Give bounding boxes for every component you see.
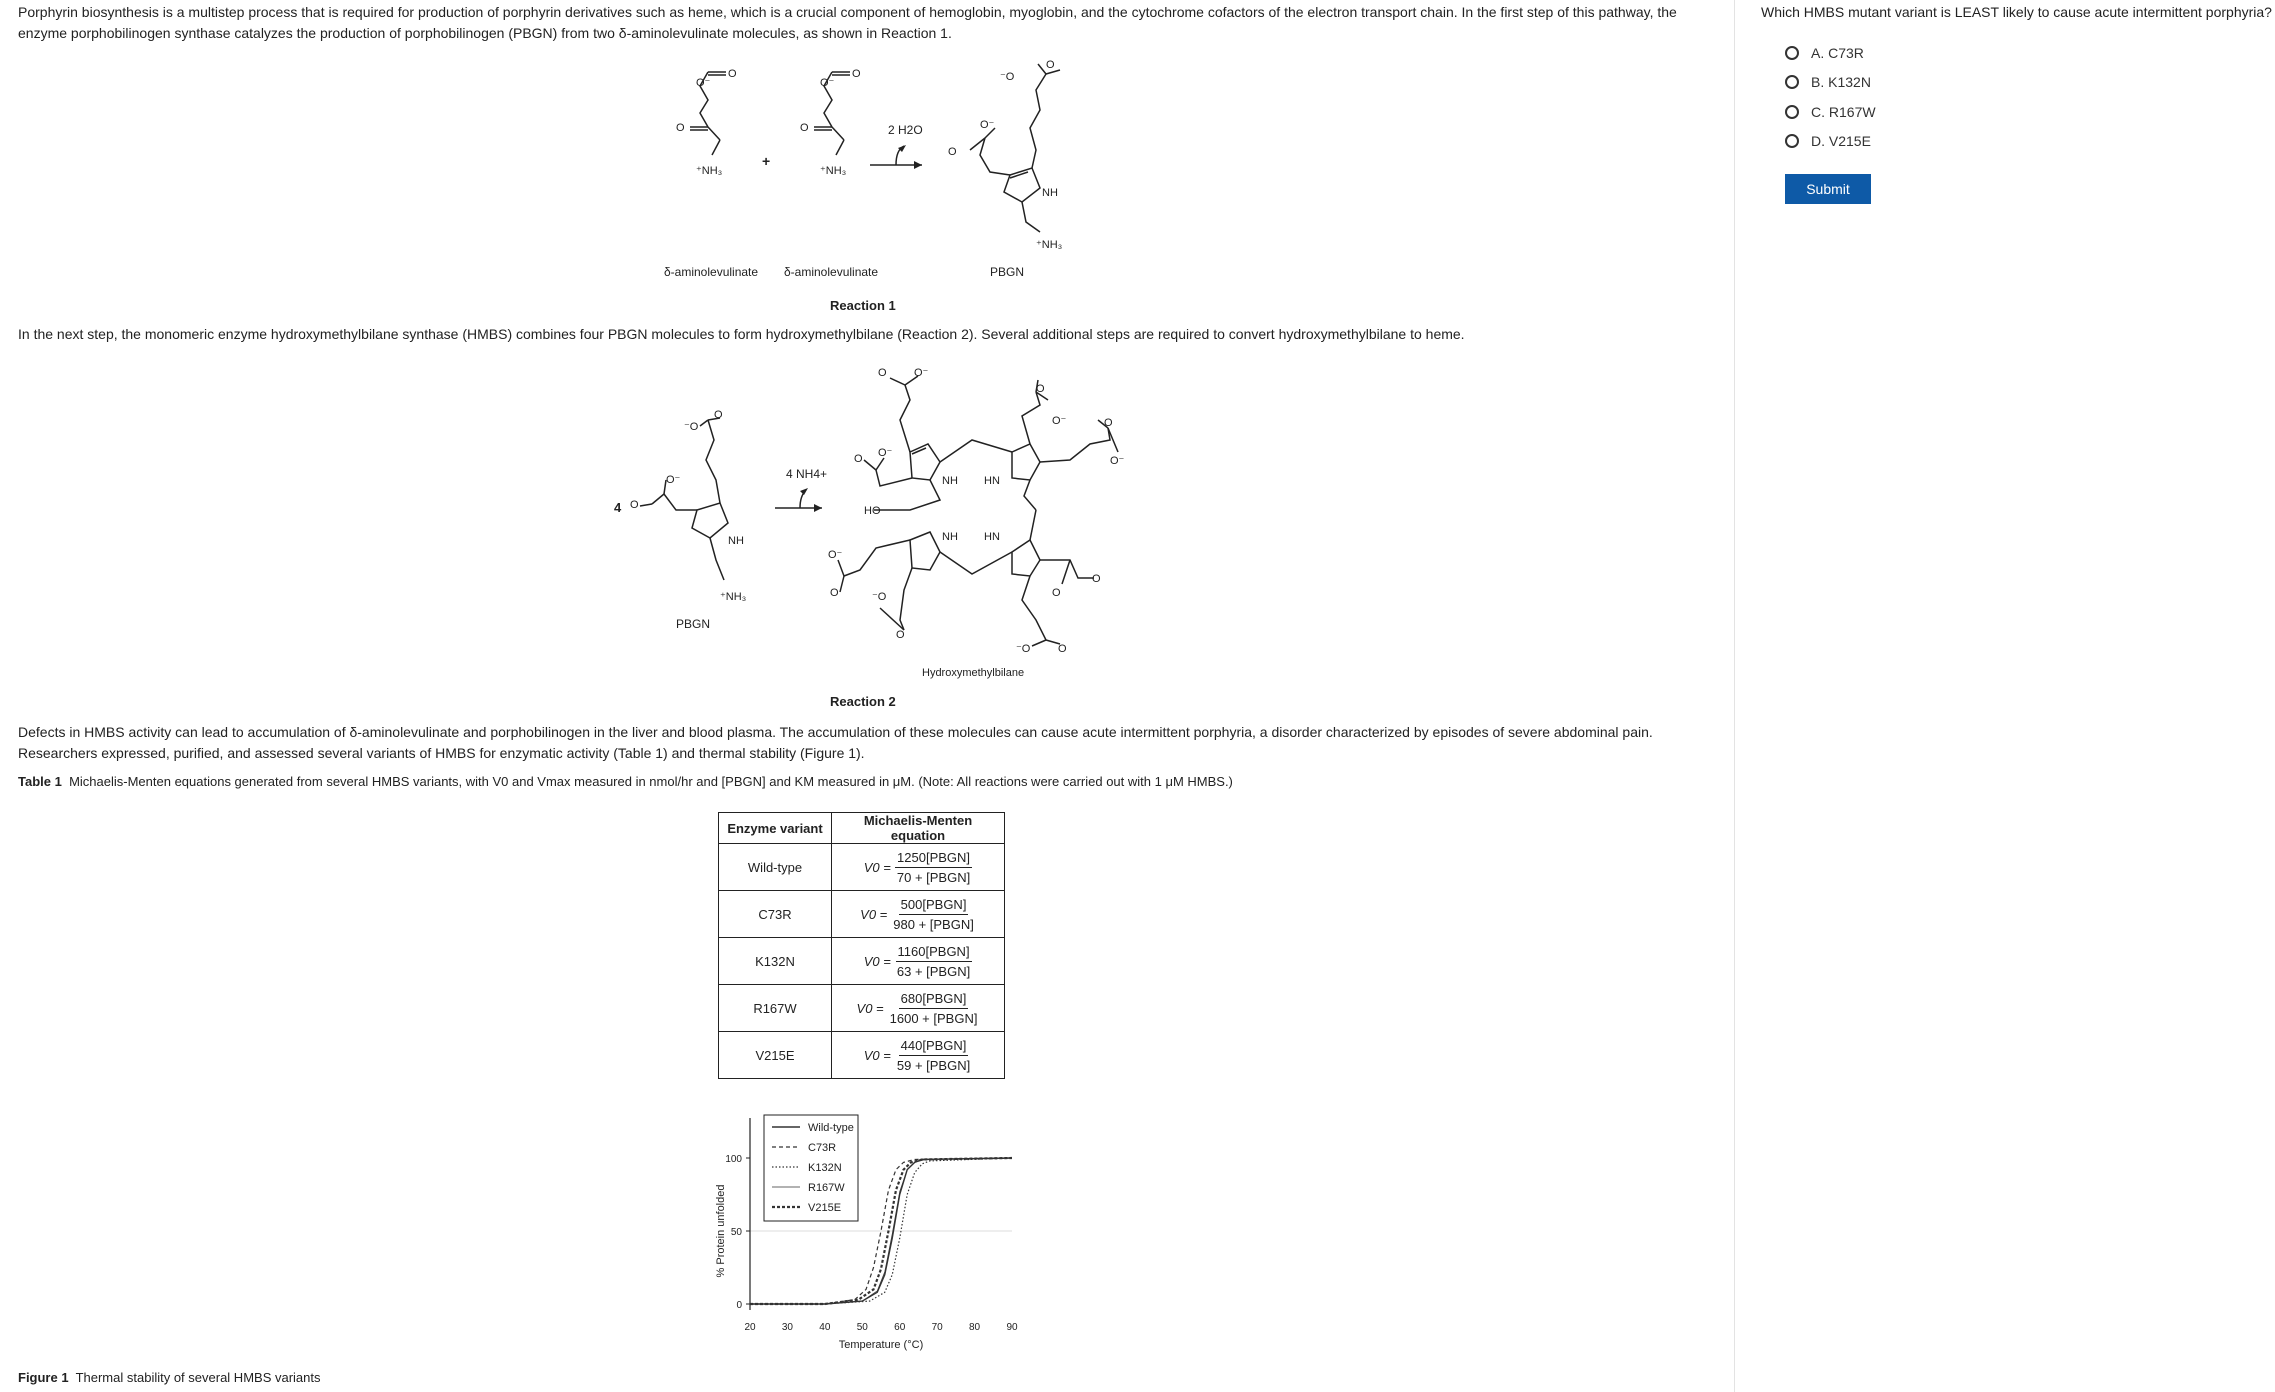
x-tick-label: 30 [781,1322,793,1333]
option-a-label: A. C73R [1811,45,1864,61]
svg-text:O: O [1052,587,1061,599]
svg-text:O⁻: O⁻ [828,549,843,561]
equation-numerator: 1250[PBGN] [895,850,972,868]
equation-cell [832,985,1005,1032]
equation-numerator: 500[PBGN] [899,897,969,915]
svg-text:O: O [852,68,861,80]
intro-paragraph: Porphyrin biosynthesis is a multistep process that is required for production of porphyrin derivatives such as heme, which is a crucial component of hemoglobin, myoglobin, and the cytochrome cofactors of the electron transport chain. In the first step of this pathway, the enzyme porphobilinogen synthase catalyzes the production of porphobilinogen (PBGN) from two δ-aminolevulinate molecules, as shown in Reaction 1. [18,4,1677,41]
svg-text:HN: HN [984,475,1000,487]
svg-text:O: O [800,122,809,134]
y-tick-label: 100 [725,1154,742,1165]
option-b[interactable] [1785,71,1871,93]
option-c[interactable] [1785,101,1876,123]
v0-label: V0 = [860,906,888,922]
equation-denominator: 59 + [PBGN] [896,1057,971,1073]
reaction-1-reactant2-label: δ-aminolevulinate [784,265,879,279]
figure-caption-label: Figure 1 [18,1370,69,1385]
option-d-label: D. V215E [1811,133,1871,149]
svg-text:⁺NH₃: ⁺NH₃ [820,165,847,177]
equation-denominator: 63 + [PBGN] [896,963,971,979]
hmbs-paragraph: In the next step, the monomeric enzyme hydroxymethylbilane synthase (HMBS) combines four PBGN molecules to form hydroxymethylbilane (Reaction 2). Several additional steps are required to convert hydroxymethylbilane to heme. [18,326,1465,342]
reaction-1-product-label: PBGN [990,265,1025,279]
svg-text:O: O [676,122,685,134]
variant-cell: C73R [719,891,832,938]
michaelis-menten-table [718,812,1005,1079]
question-panel [1735,0,2275,1392]
table-header-variant: Enzyme variant [719,813,832,844]
equation-cell [832,1032,1005,1079]
svg-text:O⁻: O⁻ [696,77,711,89]
equation-cell [832,844,1005,891]
svg-text:O: O [830,587,839,599]
svg-text:O: O [630,499,639,511]
x-tick-label: 20 [744,1322,756,1333]
x-tick-label: 40 [819,1322,831,1333]
svg-text:O: O [1104,417,1113,429]
svg-text:O: O [1046,59,1055,71]
variant-cell: K132N [719,938,832,985]
option-c-label: C. R167W [1811,104,1876,120]
x-axis-label: Temperature (°C) [838,1339,924,1351]
equation-numerator: 440[PBGN] [899,1038,969,1056]
variant-cell: Wild-type [719,844,832,891]
option-d[interactable] [1785,130,1871,152]
v0-label: V0 = [863,953,891,969]
svg-text:O⁻: O⁻ [878,447,893,459]
v0-label: V0 = [856,1000,884,1016]
svg-text:O: O [714,409,723,421]
reaction-2-reactant-label: PBGN [676,617,711,631]
x-tick-label: 50 [856,1322,868,1333]
legend-label: K132N [808,1162,842,1174]
y-tick-label: 0 [736,1300,742,1311]
equation-numerator: 1160[PBGN] [896,944,972,962]
reaction-2-caption: Reaction 2 [830,694,896,709]
table-caption-label: Table 1 [18,774,62,789]
svg-text:O⁻: O⁻ [980,119,995,131]
svg-text:O⁻: O⁻ [1052,415,1067,427]
reaction-1-caption: Reaction 1 [830,298,896,313]
question-text: Which HMBS mutant variant is LEAST likely to cause acute intermittent porphyria? [1761,4,2272,20]
equation-denominator: 70 + [PBGN] [896,869,971,885]
reaction-2-arrow-label: 4 NH4+ [786,467,828,481]
equation-cell [832,938,1005,985]
figure-caption-text: Thermal stability of several HMBS variants [75,1370,321,1385]
option-a[interactable] [1785,42,1864,64]
x-tick-label: 60 [894,1322,906,1333]
x-tick-label: 80 [969,1322,981,1333]
equation-denominator: 1600 + [PBGN] [889,1010,978,1026]
reaction-2-coefficient: 4 [614,500,622,515]
svg-text:O: O [1058,643,1067,655]
reaction-1-plus: + [762,153,771,169]
radio-d[interactable] [1785,134,1799,148]
legend-label: R167W [808,1182,845,1194]
submit-button[interactable]: Submit [1785,174,1871,204]
radio-a[interactable] [1785,46,1799,60]
x-tick-label: 90 [1006,1322,1018,1333]
legend-label: V215E [808,1202,842,1214]
table-row [719,1032,1005,1079]
table-caption-text: Michaelis-Menten equations generated from several HMBS variants, with V0 and Vmax measured in nmol/hr and [PBGN] and KM measured in μM. (Note: All reactions were carried out with 1 μM HMBS.) [69,774,1233,789]
svg-text:O: O [878,367,887,379]
svg-text:⁻O: ⁻O [684,421,699,433]
svg-text:O: O [1036,383,1045,395]
svg-text:O: O [854,453,863,465]
variant-cell: R167W [719,985,832,1032]
reaction-2-product-label: Hydroxymethylbilane [922,667,1025,679]
svg-text:HN: HN [984,531,1000,543]
table-row [719,985,1005,1032]
figure-caption [18,1367,321,1388]
svg-text:NH: NH [942,475,958,487]
svg-text:⁺NH₃: ⁺NH₃ [720,591,747,603]
equation-denominator: 980 + [PBGN] [893,916,974,932]
svg-text:O: O [728,68,737,80]
legend-label: C73R [808,1142,837,1154]
svg-text:O: O [948,146,957,158]
svg-text:⁺NH₃: ⁺NH₃ [696,165,723,177]
svg-text:⁻O: ⁻O [1000,71,1015,83]
svg-text:⁻O: ⁻O [872,591,887,603]
svg-text:NH: NH [1042,187,1058,199]
radio-b[interactable] [1785,75,1799,89]
table-row [719,891,1005,938]
svg-text:O⁻: O⁻ [820,77,835,89]
v0-label: V0 = [863,859,891,875]
legend-label: Wild-type [808,1122,854,1134]
reaction-1-reactant1-label: δ-aminolevulinate [664,265,759,279]
svg-text:O: O [1092,573,1101,585]
svg-text:NH: NH [942,531,958,543]
svg-text:⁻O: ⁻O [1016,643,1031,655]
x-tick-label: 70 [931,1322,943,1333]
svg-text:O⁻: O⁻ [1110,455,1125,467]
y-tick-label: 50 [730,1227,742,1238]
svg-text:O⁻: O⁻ [666,474,681,486]
equation-numerator: 680[PBGN] [899,991,969,1009]
thermal-stability-chart [705,1100,1035,1360]
defects-paragraph: Defects in HMBS activity can lead to accumulation of δ-aminolevulinate and porphobilinogen in the liver and blood plasma. The accumulation of these molecules can cause acute intermittent porphyria, a disorder characterized by episodes of severe abdominal pain. Researchers expressed, purified, and assessed several variants of HMBS for enzymatic activity (Table 1) and thermal stability (Figure 1). [18,724,1653,761]
svg-text:O⁻: O⁻ [914,367,929,379]
option-b-label: B. K132N [1811,74,1871,90]
reaction-1-arrow-label: 2 H2O [888,123,923,137]
svg-text:O: O [896,629,905,641]
svg-text:HO: HO [864,505,881,517]
equation-cell [832,891,1005,938]
svg-text:NH: NH [728,535,744,547]
reaction-1-scheme [640,55,1100,285]
variant-cell: V215E [719,1032,832,1079]
svg-text:⁺NH₃: ⁺NH₃ [1036,239,1063,251]
radio-c[interactable] [1785,105,1799,119]
table-row [719,938,1005,985]
v0-label: V0 = [863,1047,891,1063]
table-header-equation: Michaelis-Menten equation [832,813,1005,844]
y-axis-label: % Protein unfolded [715,1184,727,1278]
table-caption [18,771,1708,792]
table-row [719,844,1005,891]
reaction-2-scheme [600,355,1140,685]
